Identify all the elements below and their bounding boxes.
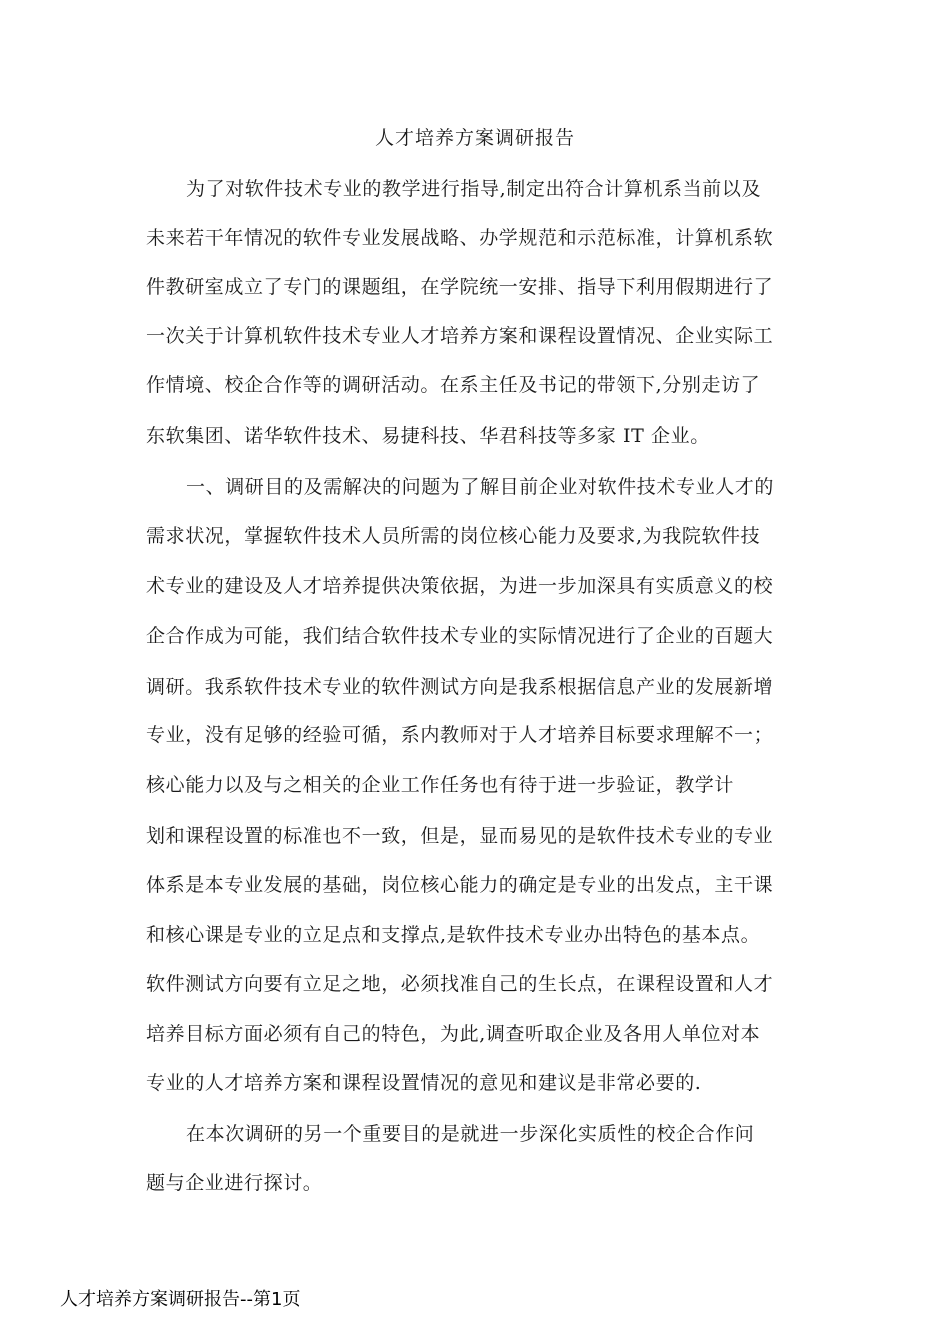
paragraph-line: 未来若干年情况的软件专业发展战略、办学规范和示范标准，计算机系软 — [146, 227, 774, 249]
paragraph-line: 专业的人才培养方案和课程设置情况的意见和建议是非常必要的. — [146, 1072, 702, 1094]
paragraph-line: 企合作成为可能，我们结合软件技术专业的实际情况进行了企业的百题大 — [146, 625, 774, 647]
paragraph-line: 在本次调研的另一个重要目的是就进一步深化实质性的校企合作问 — [186, 1123, 755, 1145]
paragraph-line: 一、调研目的及需解决的问题为了解目前企业对软件技术专业人才的 — [186, 476, 775, 498]
paragraph-line: 体系是本专业发展的基础，岗位核心能力的确定是专业的出发点，主干课 — [146, 874, 774, 896]
paragraph-line: 需求状况，掌握软件技术人员所需的岗位核心能力及要求,为我院软件技 — [146, 525, 761, 547]
paragraph-line: 术专业的建设及人才培养提供决策依据，为进一步加深具有实质意义的校 — [146, 575, 774, 597]
paragraph-line: 一次关于计算机软件技术专业人才培养方案和课程设置情况、企业实际工 — [146, 325, 774, 347]
paragraph-line: 为了对软件技术专业的教学进行指导,制定出符合计算机系当前以及 — [186, 178, 762, 200]
paragraph-line: 件教研室成立了专门的课题组，在学院统一安排、指导下利用假期进行了 — [146, 276, 774, 298]
paragraph-line: 专业，没有足够的经验可循，系内教师对于人才培养目标要求理解不一； — [146, 724, 774, 746]
paragraph-line: 东软集团、诺华软件技术、易捷科技、华君科技等多家 IT 企业。 — [146, 425, 710, 447]
page-footer: 人才培养方案调研报告--第1页 — [60, 1289, 301, 1310]
paragraph-line: 作情境、校企合作等的调研活动。在系主任及书记的带领下,分别走访了 — [146, 374, 761, 396]
paragraph-line: 和核心课是专业的立足点和支撑点,是软件技术专业办出特色的基本点。 — [146, 924, 761, 946]
paragraph-line: 调研。我系软件技术专业的软件测试方向是我系根据信息产业的发展新增 — [146, 676, 774, 698]
paragraph-line: 培养目标方面必须有自己的特色，为此,调查听取企业及各用人单位对本 — [146, 1023, 761, 1045]
paragraph-line: 核心能力以及与之相关的企业工作任务也有待于进一步验证，教学计 — [146, 774, 735, 796]
document-title: 人才培养方案调研报告 — [374, 127, 575, 149]
paragraph-line: 划和课程设置的标准也不一致，但是，显而易见的是软件技术专业的专业 — [146, 825, 774, 847]
paragraph-line: 题与企业进行探讨。 — [146, 1172, 323, 1194]
paragraph-line: 软件测试方向要有立足之地，必须找准自己的生长点，在课程设置和人才 — [146, 973, 774, 995]
